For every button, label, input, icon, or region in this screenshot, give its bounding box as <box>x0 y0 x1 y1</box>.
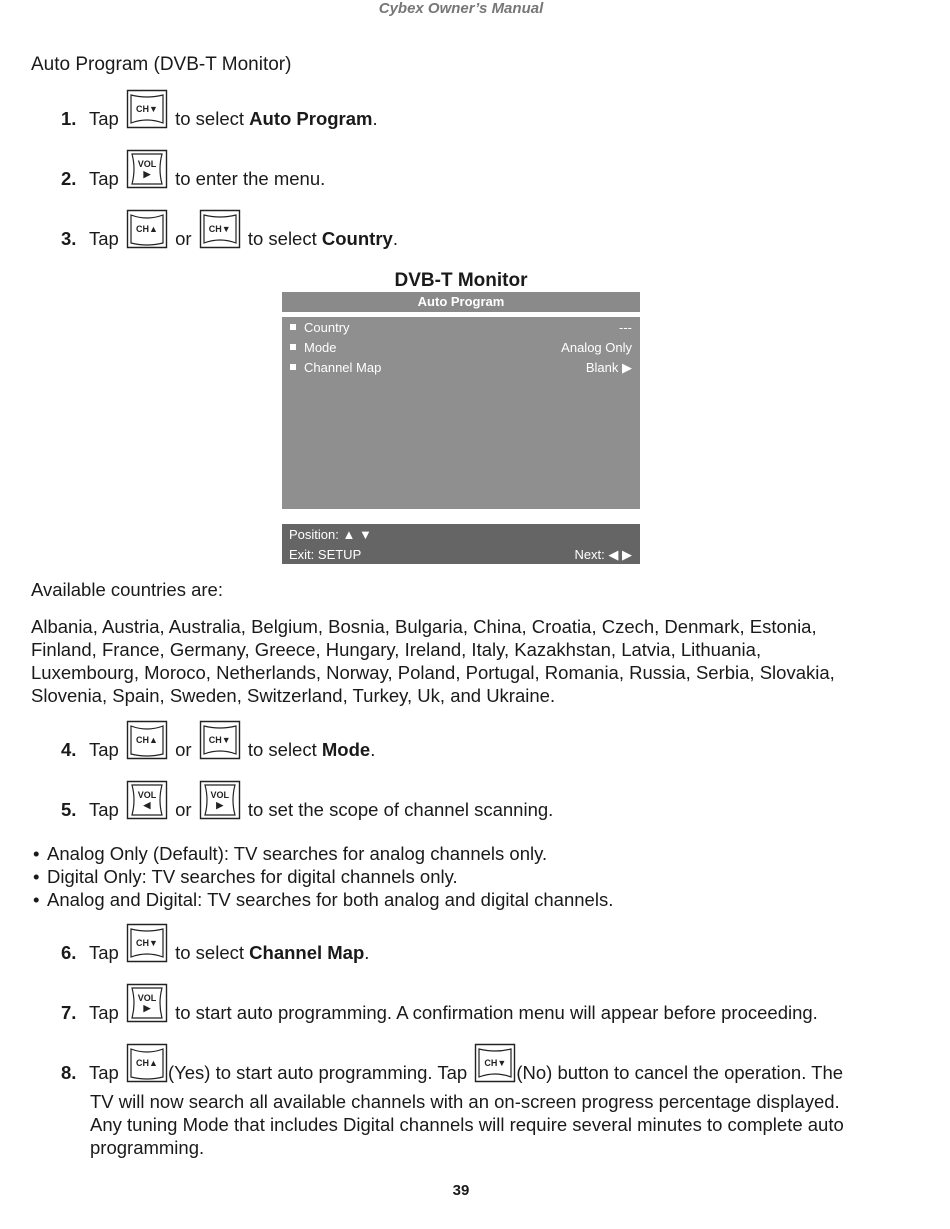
step-text: Any tuning Mode that includes Digital channels will require several minutes to complete auto <box>90 1114 844 1135</box>
bullet-item: • Analog and Digital: TV searches for both analog and digital channels. <box>33 888 613 911</box>
button-arrow: ▶ <box>216 800 224 810</box>
step-2 <box>61 149 325 190</box>
step-number: 2. <box>61 168 77 189</box>
ch-down-button-icon <box>199 209 241 249</box>
step-6 <box>61 923 369 964</box>
vol-right-button-icon <box>199 780 241 820</box>
exit-hint: Exit: SETUP <box>289 547 362 562</box>
row-label: Country <box>304 320 350 335</box>
button-label: VOL <box>137 159 157 169</box>
step-text: TV will now search all available channels with an on-screen progress percentage displayed. <box>90 1091 840 1112</box>
tap-word: Tap <box>89 168 119 189</box>
button-label: CH▼ <box>484 1058 507 1068</box>
monitor-screen <box>282 292 640 564</box>
button-label: CH▲ <box>136 735 158 745</box>
tap-word: Tap <box>89 228 119 249</box>
bullet-square-icon <box>290 344 296 350</box>
step-end: . <box>372 108 378 129</box>
tap-word: Tap <box>89 1062 119 1083</box>
row-value: Analog Only <box>561 340 632 355</box>
tap-word: Tap <box>89 799 119 820</box>
menu-row-country <box>290 318 632 338</box>
button-arrow: ◀ <box>143 800 151 810</box>
step-bold: Auto Program <box>249 108 373 129</box>
countries-line: Finland, France, Germany, Greece, Hungary, Ireland, Italy, Kazakhstan, Latvia, Lithuania, <box>31 639 762 660</box>
next-hint: Next: ◀ ▶ <box>574 547 632 562</box>
or-word: or <box>175 739 192 760</box>
button-label: CH▲ <box>136 224 158 234</box>
step-number: 7. <box>61 1002 77 1023</box>
step-number: 4. <box>61 739 77 760</box>
vol-left-button-icon <box>126 780 168 820</box>
page-number: 39 <box>452 1182 470 1199</box>
position-hint: Position: ▲ ▼ <box>289 527 372 542</box>
step-text: to select <box>247 228 322 249</box>
tap-word: Tap <box>89 1002 119 1023</box>
row-value: --- <box>619 320 632 335</box>
tap-word: Tap <box>89 739 119 760</box>
step-bold: Channel Map <box>249 942 365 963</box>
bullet-square-icon <box>290 324 296 330</box>
step-text: to select <box>175 942 250 963</box>
step-text: to select <box>247 739 322 760</box>
bullet-square-icon <box>290 364 296 370</box>
countries-line: Albania, Austria, Australia, Belgium, Bosnia, Bulgaria, China, Croatia, Czech, Denmark, Estonia, <box>31 616 817 637</box>
button-label: CH▼ <box>136 104 158 114</box>
button-label: VOL <box>137 993 157 1003</box>
step-text: to set the scope of channel scanning. <box>247 799 554 820</box>
button-label: CH▼ <box>208 224 231 234</box>
menu-row-mode <box>290 338 632 358</box>
ch-up-button-icon <box>126 1043 168 1083</box>
or-word: or <box>175 799 192 820</box>
row-value: Blank ▶ <box>585 360 632 375</box>
ch-down-button-icon <box>199 720 241 760</box>
step-number: 6. <box>61 942 77 963</box>
vol-right-button-icon <box>126 149 168 189</box>
step-text: to select <box>175 108 250 129</box>
available-label: Available countries are: <box>31 579 223 600</box>
button-label: CH▲ <box>136 1058 158 1068</box>
countries-list <box>31 615 891 707</box>
step-end: . <box>370 739 376 760</box>
monitor-title: DVB-T Monitor <box>394 270 528 291</box>
step-end: . <box>392 228 398 249</box>
step-number: 5. <box>61 799 77 820</box>
step-text: (Yes) to start auto programming. Tap <box>167 1062 468 1083</box>
step-4 <box>61 720 375 761</box>
menu-footer <box>282 524 640 564</box>
button-label: VOL <box>137 790 157 800</box>
ch-down-button-icon <box>126 923 168 963</box>
ch-up-button-icon <box>126 720 168 760</box>
step-text: to enter the menu. <box>175 168 326 189</box>
tap-word: Tap <box>89 108 119 129</box>
section-title: Auto Program (DVB-T Monitor) <box>31 54 292 75</box>
bullet-item: • Digital Only: TV searches for digital channels only. <box>33 865 613 888</box>
step-number: 3. <box>61 228 77 249</box>
step-7 <box>61 983 818 1024</box>
step-bold: Mode <box>321 739 371 760</box>
step-number: 8. <box>61 1062 77 1083</box>
menu-title: Auto Program <box>282 292 640 312</box>
step-text: programming. <box>90 1137 205 1158</box>
step-bold: Country <box>321 228 393 249</box>
countries-line: Slovenia, Spain, Sweden, Switzerland, Turkey, Uk, and Ukraine. <box>31 685 556 706</box>
step-3 <box>61 209 398 250</box>
ch-up-button-icon <box>126 209 168 249</box>
button-arrow: ▶ <box>143 1003 151 1013</box>
countries-line: Luxembourg, Moroco, Netherlands, Norway, Poland, Portugal, Romania, Russia, Serbia, Slovakia, <box>31 662 835 683</box>
step-text: (No) button to cancel the operation. The <box>516 1062 844 1083</box>
button-label: VOL <box>210 790 229 800</box>
bullet-item: • Analog Only (Default): TV searches for analog channels only. <box>33 842 613 865</box>
vol-right-button-icon <box>126 983 168 1023</box>
ch-down-button-icon <box>126 89 168 129</box>
step-8 <box>61 1043 843 1084</box>
step-end: . <box>364 942 370 963</box>
button-label: CH▼ <box>136 938 158 948</box>
step-5 <box>61 780 553 821</box>
step-number: 1. <box>61 108 77 129</box>
button-arrow: ▶ <box>143 169 151 179</box>
mode-bullet-list <box>33 842 613 911</box>
or-word: or <box>175 228 192 249</box>
row-label: Channel Map <box>304 360 382 375</box>
ch-down-button-icon <box>474 1043 516 1083</box>
menu-body <box>282 317 640 509</box>
manual-header: Cybex Owner’s Manual <box>378 0 544 17</box>
button-label: CH▼ <box>208 735 231 745</box>
row-label: Mode <box>304 340 337 355</box>
step-8-continued <box>90 1090 844 1159</box>
tap-word: Tap <box>89 942 119 963</box>
step-1 <box>61 89 378 130</box>
step-text: to start auto programming. A confirmation menu will appear before proceeding. <box>175 1002 818 1023</box>
menu-row-channel-map <box>290 358 632 378</box>
